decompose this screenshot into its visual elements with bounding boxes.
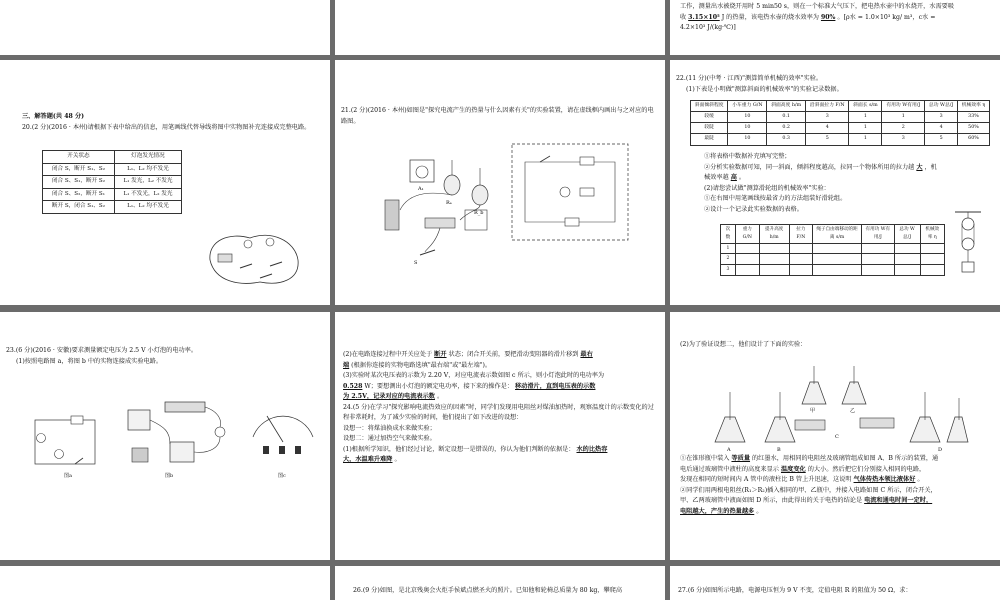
q23-text: 23.(6 分)(2016 · 安徽)要求测量额定电压为 2.5 V 小灯泡的电功率。	[6, 347, 198, 354]
q27-text: 27.(6 分)如图所示电路，电源电压恒为 9 V 不变，定值电阻 R 的阻值为 50 Ω，求：	[678, 587, 912, 594]
page-r4-mid	[335, 566, 665, 600]
table-header: 拉力 F/N	[789, 225, 812, 244]
q22-item2-line2-pre: 械效率越	[704, 174, 729, 182]
table-row	[691, 123, 990, 134]
heater-line2	[680, 13, 995, 24]
table-cell: L₁ 不发光，L₂ 发光	[114, 188, 181, 201]
q23-s3: (3)实验时某次电压表的示数为 2.20 V，对应电流表示数如图 c 所示，则小灯泡此时的电功率为	[343, 372, 605, 380]
label-ra: Rₐ	[446, 200, 452, 206]
page-r3-left	[0, 312, 330, 560]
table-cell: 3	[721, 265, 736, 276]
table-row	[43, 201, 182, 214]
table-header: 机械效率 η	[958, 101, 990, 112]
table-cell: 较陡	[691, 123, 728, 134]
heater-answer-heat: 3.15×10⁵	[688, 13, 720, 21]
q24-d2-pre: 甲、乙两玻璃管中液面如图 D 所示，由此得出的关于电热的结论是	[680, 497, 863, 505]
q24-flask-figure	[710, 362, 970, 452]
table-cell: 10	[728, 134, 767, 145]
table-header: 斜面长 s/m	[849, 101, 882, 112]
table-row	[721, 254, 945, 265]
q24-answer-conduction: 气体传热本领比液体好	[853, 476, 916, 484]
q24-d3-post: 。	[756, 507, 763, 515]
flask-label-d: D	[938, 447, 943, 452]
q24-s1-line2	[343, 455, 659, 466]
q24-c1-pre: ①在锥形瓶中装入	[680, 455, 730, 462]
table-header: 斜面倾斜程度	[691, 101, 728, 112]
table-cell: 最陡	[691, 134, 728, 145]
q23-answer-operation-cont: 为 2.5V，记录对应的电流表示数	[343, 393, 435, 401]
table-cell: 2	[882, 123, 925, 134]
q22-sub1: (1)下表是小明做"测算斜面的机械效率"的实验记录数据。	[686, 85, 843, 93]
q24-c3-post: 。	[917, 476, 924, 484]
q23-s3-line3	[343, 392, 659, 403]
table-cell: 0.2	[767, 123, 806, 134]
table-cell: 闭合 S，断开 S₁、S₂	[43, 163, 115, 176]
q23-s2-line2-text: (根据你连接的实物电路选填"最右端"或"最左端")。	[351, 361, 492, 369]
q23-s2-pre: (2)在电路连接过程中开关应处于	[343, 351, 433, 358]
page-r2-mid	[335, 60, 665, 305]
table-cell: 断开 S，闭合 S₁、S₂	[43, 201, 115, 214]
flask-label-b: B	[777, 447, 781, 452]
q23-s3-mid: W；要想测出小灯泡的额定电功率，接下来的操作是：	[364, 382, 514, 390]
table-row	[43, 176, 182, 189]
q22-pulley-figure	[953, 210, 983, 280]
q24-d1: ②同学们用两根电阻丝(R₁＞R₂)插入相同的甲、乙瓶中，并接入电路如图 C 所示，闭合开关，	[680, 486, 937, 494]
table-cell: 1	[849, 112, 882, 123]
table-cell: 0.1	[767, 112, 806, 123]
table-cell: 5	[805, 134, 849, 145]
table-row	[721, 243, 945, 254]
table-cell: 1	[849, 134, 882, 145]
table-cell: 较缓	[691, 112, 728, 123]
page-r1-left	[0, 0, 330, 55]
q24-c2-pre: 电后通过玻璃管中液柱的高度来显示	[680, 465, 779, 473]
q22-item1: ①将表格中数据补充填写完整；	[704, 153, 791, 160]
q22-pulley-table	[720, 224, 945, 276]
table-cell: L₁、L₂ 均不发光	[114, 201, 181, 214]
table-cell: 0.3	[767, 134, 806, 145]
q22-answer-efficiency: 高	[730, 174, 737, 182]
flask-label-c: C	[835, 434, 839, 440]
heater-line2-post: 。[ρ水 = 1.0×10³ kg/ m³，c水 =	[837, 13, 936, 21]
q23-s3-line2	[343, 382, 659, 393]
label-s: S	[414, 260, 418, 266]
q24-answer-reason: 水的比热容	[576, 445, 608, 453]
fig-a-label: 图a	[64, 473, 72, 479]
table-header: 总功 W总/J	[925, 101, 958, 112]
table-header: 有用功 W有用/J	[862, 225, 894, 244]
q22-item2-pre: ②分析实验数据可知，同一斜面，倾斜程度越高，拉同一个物体所用的拉力越	[704, 163, 915, 171]
q24-answer-temp: 温度变化	[780, 465, 806, 473]
q24-answer-reason-cont: 大，水温难升难降	[343, 456, 393, 464]
table-row	[691, 112, 990, 123]
table-cell: 3	[882, 134, 925, 145]
heater-answer-efficiency: 90%	[820, 13, 836, 21]
table-cell: 闭合 S、S₂，断开 S₁	[43, 188, 115, 201]
table-cell: 10	[728, 123, 767, 134]
q24-d2	[680, 496, 994, 507]
page-r3-mid	[335, 312, 665, 560]
q24-c3-pre: 发现在相同的短时间内 A 管中的液柱比 B 管上升迅速，这说明	[680, 476, 852, 484]
table-cell: 33%	[958, 112, 990, 123]
heater-line1: 工作，测量出水被烧开用时 5 min50 s，则在一个标准大气压下，把电热水壶中的水烧开，水需要吸	[680, 3, 955, 10]
table-cell: 4	[925, 123, 958, 134]
q23-answer-slider-end: 端	[343, 361, 350, 369]
q23-figure-c	[245, 402, 320, 462]
table-row	[43, 163, 182, 176]
page-r4-left	[0, 566, 330, 600]
table-cell: 闭合 S、S₁，断开 S₂	[43, 176, 115, 189]
page-r1-right	[670, 0, 1000, 55]
q24-c1-post: 的红墨水，用相同的电阻丝及玻璃管组成如图 A、B 所示的装置，通	[752, 455, 939, 462]
q26-text: 26.(9 分)如图，是北京残奥会火炬手侯斌点燃圣火的照片。已知他和轮椅总质量为 80 kg，攀爬高	[353, 587, 623, 594]
q23-s2-mid: 状态；闭合开关前，要把滑动变阻器的滑片移到	[448, 351, 579, 358]
label-a1: A₁	[418, 186, 424, 192]
q24-idea1: 设想一：将煤油换成水来做实验；	[343, 424, 436, 432]
fig-b-label: 图b	[165, 473, 174, 479]
q23-s2	[343, 350, 659, 361]
q21-answer-box	[510, 142, 630, 242]
heater-line2-pre: 收	[680, 13, 687, 21]
q20-switch-table	[42, 150, 182, 214]
q24-answer-mass: 等质量	[731, 455, 751, 462]
q22-sub2: (2)请您尝试做"测算滑轮组的机械效率"实验：	[704, 184, 830, 192]
page-r2-left	[0, 60, 330, 305]
table-header: 开关状态	[43, 151, 115, 164]
heater-line2-mid: J 的热量，该电热水壶的烧水效率为	[721, 13, 819, 21]
q22-item2-line2-post: 。	[738, 174, 746, 182]
table-header: 总功 W总/J	[894, 225, 920, 244]
heater-line3: 4.2×10³ J/(kg·℃)]	[680, 24, 736, 32]
table-cell: 60%	[958, 134, 990, 145]
page-r4-right	[670, 566, 1000, 600]
q24-idea2: 设想二：通过加热空气来做实验。	[343, 435, 436, 443]
table-cell: 3	[805, 112, 849, 123]
table-header: 斜面高度 h/m	[767, 101, 806, 112]
table-header: 绳子自由端移动的距离 s/m	[813, 225, 862, 244]
table-header: 灯泡发光情况	[114, 151, 181, 164]
table-row	[721, 265, 945, 276]
page-r2-right	[670, 60, 1000, 305]
q20-circuit-figure	[200, 220, 310, 290]
q22-incline-table	[690, 100, 990, 146]
q24-s2: (2)为了验证设想二，他们设计了下面的实验：	[680, 341, 807, 348]
table-cell: 1	[721, 243, 736, 254]
table-cell: 10	[728, 112, 767, 123]
q22-item4: ②设计一个记录此实验数据的表格。	[704, 205, 803, 213]
table-cell: 50%	[958, 123, 990, 134]
table-cell: L₁、L₂ 均不发光	[114, 163, 181, 176]
q22-item3: ①在右图中用笔画线按最省力的方法组装好滑轮组。	[704, 195, 847, 203]
q21-apparatus-figure	[380, 140, 510, 270]
table-header: 有用功 W有用/J	[882, 101, 925, 112]
q24-s1	[343, 445, 659, 456]
table-header: 次数	[721, 225, 736, 244]
q23-answer-slider: 最右	[580, 351, 593, 358]
page-r1-mid	[335, 0, 665, 55]
q24-c1	[680, 454, 994, 465]
q24-s1-pre: (1)根据所学知识，他们经过讨论，断定设想一是错误的，你认为他们判断的依据是：	[343, 445, 575, 453]
page-r3-right	[670, 312, 1000, 560]
q23-sub1: (1)按照电路图 a，将图 b 中的实物连接成实验电路。	[16, 357, 163, 365]
table-cell: 1	[849, 123, 882, 134]
q22-intro: 22.(11 分)(中考 · 江西)"测算简单机械的效率"实验。	[676, 75, 823, 82]
q21-text: 21.(2 分)(2016 · 本州)如图是"探究电流产生的热量与什么因素有关"的实验装置，请在虚线框内画出与之对应的电路图。	[341, 107, 654, 125]
flask-label-a: A	[727, 447, 731, 452]
q23-figure-b	[110, 392, 240, 482]
table-cell: L₁ 发光，L₂ 不发光	[114, 176, 181, 189]
table-header: 机械效率 η	[920, 225, 944, 244]
fig-c-label: 图c	[278, 473, 286, 479]
section-heading: 三、解答题(共 48 分)	[22, 113, 85, 120]
q24-c3	[680, 475, 994, 486]
q22-item2	[704, 163, 989, 174]
table-row	[691, 134, 990, 145]
q24-answer-conclusion-cont: 电阻越大，产生的热量越多	[680, 507, 755, 515]
flask-label-jia: 甲	[810, 408, 816, 414]
q20-text: 20.(2 分)(2016 · 本州)请根据下表中给出的信息，用笔画线代替导线将图中实物图补充连接成完整电路。	[22, 123, 311, 131]
table-header: 提升高度 h/m	[759, 225, 789, 244]
table-header: 沿斜面拉力 F/N	[805, 101, 849, 112]
q23-figure-a	[25, 412, 105, 472]
table-header: 重力 G/N	[735, 225, 759, 244]
q24-s1-post: 。	[394, 456, 401, 464]
q22-answer-force: 大	[916, 163, 923, 171]
table-header: 小车重力 G/N	[728, 101, 767, 112]
q24-answer-conclusion: 电流和通电时间一定时，	[864, 497, 933, 505]
q24-c2-post: 的大小。然后把它们分别接入相同的电路，	[807, 465, 926, 473]
table-row	[43, 188, 182, 201]
q23-answer-switch: 断开	[434, 351, 447, 358]
flask-label-yi: 乙	[850, 408, 856, 414]
q22-item2-post: ，机	[924, 163, 937, 171]
q24-c2	[680, 465, 994, 476]
q22-item2-line2	[704, 173, 989, 184]
label-rb: R_b	[474, 210, 484, 216]
q23-answer-power: 0.528	[343, 382, 363, 390]
q23-answer-operation: 移动滑片，直到电压表的示数	[515, 382, 596, 390]
table-cell: 2	[721, 254, 736, 265]
q23-s3-post: 。	[436, 393, 444, 401]
q23-s2-line2	[343, 361, 659, 372]
table-cell: 4	[805, 123, 849, 134]
q24-d3	[680, 507, 994, 518]
table-cell: 3	[925, 112, 958, 123]
table-cell: 5	[925, 134, 958, 145]
q24-text: 24.(5 分)在学习"探究影响电流热效应的因素"时，同学们发现用电阻丝对煤油加热时，观察温度计的示数变化的过程非常耗时，为了减少实验的时间，他们提出了如下改进的设想：	[343, 403, 654, 422]
table-cell: 1	[882, 112, 925, 123]
